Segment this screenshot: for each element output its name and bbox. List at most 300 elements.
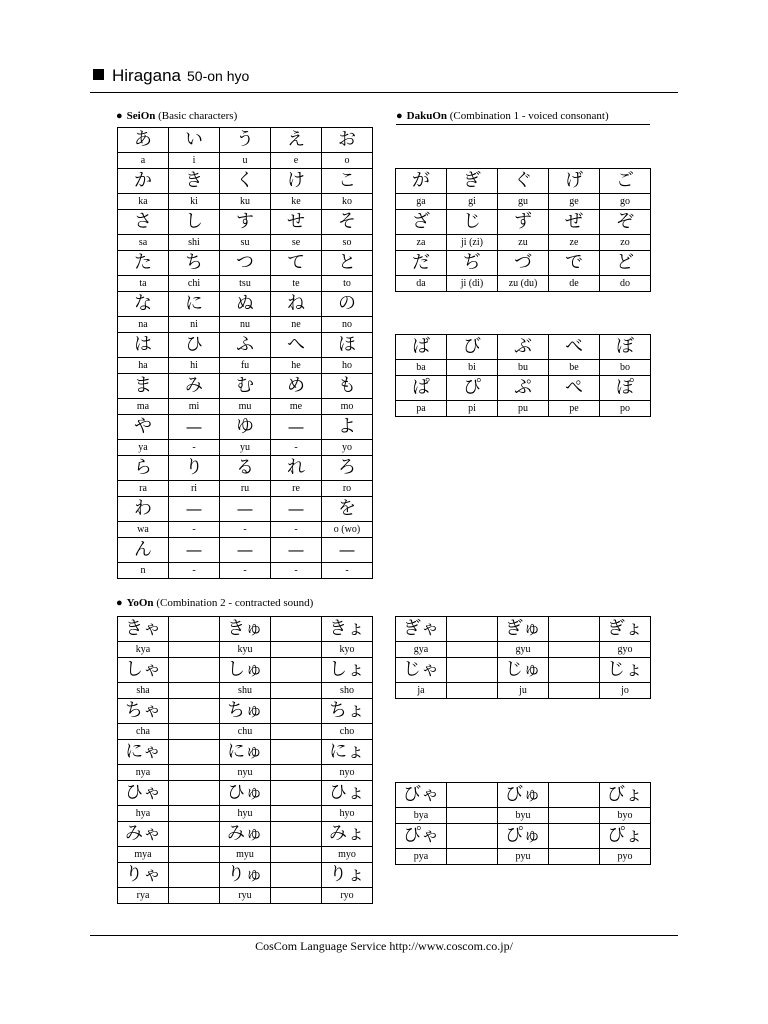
kana-row [118,699,373,724]
kana-row [118,251,373,276]
romaji-cell: gi [447,194,498,210]
romaji-cell: he [271,358,322,374]
romaji-cell: ho [322,358,373,374]
romaji-cell [169,847,220,863]
kana-cell: ね [271,292,322,317]
romaji-cell [169,724,220,740]
kana-cell: ず [498,210,549,235]
kana-cell [447,617,498,642]
kana-cell [549,658,600,683]
kana-cell: ― [220,497,271,522]
kana-cell [271,699,322,724]
kana-cell: しゅ [220,658,271,683]
romaji-row [396,235,651,251]
romaji-cell: - [271,522,322,538]
kana-row [118,374,373,399]
kana-cell: だ [396,251,447,276]
romaji-cell: ya [118,440,169,456]
romaji-cell [549,849,600,865]
kana-cell: ひょ [322,781,373,806]
kana-cell: あ [118,128,169,153]
kana-cell: ぎ [447,169,498,194]
kana-cell: ぼ [600,335,651,360]
kana-cell [549,617,600,642]
romaji-row [396,276,651,292]
romaji-cell [271,765,322,781]
kana-cell: ちゅ [220,699,271,724]
kana-cell: ぎゃ [396,617,447,642]
romaji-cell: nyu [220,765,271,781]
romaji-cell: za [396,235,447,251]
romaji-cell [169,642,220,658]
kana-cell: びょ [600,783,651,808]
kana-row [118,617,373,642]
romaji-cell: su [220,235,271,251]
kana-cell: ― [322,538,373,563]
romaji-cell: - [169,522,220,538]
romaji-cell: zo [600,235,651,251]
kana-cell: れ [271,456,322,481]
kana-cell: ほ [322,333,373,358]
seion-label-bold: SeiOn [126,110,156,122]
kana-row [118,822,373,847]
kana-cell [447,783,498,808]
kana-cell: に [169,292,220,317]
romaji-cell: myu [220,847,271,863]
kana-cell: と [322,251,373,276]
kana-cell: ひゅ [220,781,271,806]
kana-cell [271,658,322,683]
kana-row [118,538,373,563]
romaji-row [118,358,373,374]
kana-cell: よ [322,415,373,440]
romaji-cell: rya [118,888,169,904]
kana-cell: る [220,456,271,481]
dakuon-label-bold: DakuOn [406,110,448,122]
romaji-row [118,481,373,497]
kana-cell: ― [220,538,271,563]
romaji-cell: po [600,401,651,417]
romaji-cell: - [220,522,271,538]
romaji-cell: ri [169,481,220,497]
romaji-cell: a [118,153,169,169]
kana-cell: しゃ [118,658,169,683]
kana-cell: す [220,210,271,235]
kana-cell: え [271,128,322,153]
romaji-row [396,808,651,824]
romaji-row [396,194,651,210]
kana-row [396,335,651,360]
kana-cell: じょ [600,658,651,683]
romaji-cell [271,847,322,863]
romaji-cell: mo [322,399,373,415]
kana-cell: か [118,169,169,194]
romaji-cell: pi [447,401,498,417]
kana-cell [447,658,498,683]
kana-cell: じゃ [396,658,447,683]
romaji-cell: so [322,235,373,251]
circle-bullet-icon: ● [116,597,123,609]
kana-cell: ふ [220,333,271,358]
kana-cell: ぴ [447,376,498,401]
kana-cell: みゅ [220,822,271,847]
kana-cell: づ [498,251,549,276]
romaji-cell: na [118,317,169,333]
kana-cell: き [169,169,220,194]
kana-cell: きょ [322,617,373,642]
romaji-row [118,522,373,538]
romaji-cell: ze [549,235,600,251]
kana-cell: ちょ [322,699,373,724]
kana-cell: しょ [322,658,373,683]
romaji-cell: jo [600,683,651,699]
dakuon-table-1 [395,168,651,292]
kana-row [118,658,373,683]
kana-cell: ぴゅ [498,824,549,849]
romaji-row [396,683,651,699]
page-subtitle: 50-on hyo [187,68,250,84]
romaji-cell: ki [169,194,220,210]
romaji-cell: i [169,153,220,169]
kana-cell: も [322,374,373,399]
yoon-table-right-2 [395,782,651,865]
kana-cell: ― [271,497,322,522]
kana-cell: ぞ [600,210,651,235]
romaji-cell: se [271,235,322,251]
romaji-cell: pyu [498,849,549,865]
yoon-label-desc: (Combination 2 - contracted sound) [156,597,314,609]
kana-cell: さ [118,210,169,235]
romaji-cell: ra [118,481,169,497]
kana-cell: め [271,374,322,399]
romaji-cell: kyu [220,642,271,658]
kana-cell [169,781,220,806]
kana-cell: せ [271,210,322,235]
romaji-row [396,642,651,658]
romaji-cell: nya [118,765,169,781]
kana-cell [271,740,322,765]
romaji-row [118,235,373,251]
kana-cell: じ [447,210,498,235]
romaji-cell: nu [220,317,271,333]
kana-cell: びゅ [498,783,549,808]
romaji-cell: ta [118,276,169,292]
kana-cell: りゃ [118,863,169,888]
romaji-cell [549,642,600,658]
yoon-table-left [117,616,373,904]
romaji-cell: ne [271,317,322,333]
kana-cell: ぴょ [600,824,651,849]
kana-cell: ぎょ [600,617,651,642]
romaji-cell: tsu [220,276,271,292]
kana-cell: み [169,374,220,399]
romaji-cell: no [322,317,373,333]
romaji-cell: - [169,440,220,456]
romaji-cell: ro [322,481,373,497]
romaji-cell: o [322,153,373,169]
romaji-row [118,153,373,169]
romaji-cell: zu (du) [498,276,549,292]
kana-cell: ど [600,251,651,276]
kana-row [118,210,373,235]
kana-cell: みょ [322,822,373,847]
romaji-row [118,317,373,333]
kana-cell: は [118,333,169,358]
romaji-row [396,849,651,865]
kana-cell: ぜ [549,210,600,235]
page-title: Hiragana [112,66,181,85]
kana-cell: ― [271,538,322,563]
kana-row [396,783,651,808]
romaji-cell [169,806,220,822]
romaji-cell: nyo [322,765,373,781]
kana-cell: ひゃ [118,781,169,806]
kana-cell: にゅ [220,740,271,765]
romaji-cell [271,683,322,699]
romaji-cell [271,806,322,822]
romaji-cell: ka [118,194,169,210]
kana-cell: び [447,335,498,360]
dakuon-label [396,110,650,125]
romaji-row [118,399,373,415]
seion-label-desc: (Basic characters) [158,110,238,122]
romaji-cell [447,849,498,865]
romaji-cell: sha [118,683,169,699]
seion-table [117,127,373,579]
romaji-cell: yo [322,440,373,456]
romaji-cell: de [549,276,600,292]
romaji-cell: shu [220,683,271,699]
romaji-cell: cha [118,724,169,740]
kana-cell: ― [169,497,220,522]
kana-row [118,292,373,317]
romaji-cell: byu [498,808,549,824]
kana-cell: ご [600,169,651,194]
romaji-row [118,683,373,699]
romaji-cell: ke [271,194,322,210]
kana-cell: ぐ [498,169,549,194]
romaji-cell [447,642,498,658]
romaji-cell [169,765,220,781]
kana-cell: ゆ [220,415,271,440]
yoon-label-bold: YoOn [126,597,154,609]
kana-row [118,497,373,522]
kana-cell: け [271,169,322,194]
kana-row [396,824,651,849]
kana-cell [271,822,322,847]
romaji-cell: - [271,563,322,579]
kana-cell: な [118,292,169,317]
romaji-cell: ga [396,194,447,210]
romaji-cell: ma [118,399,169,415]
romaji-cell: ryu [220,888,271,904]
romaji-cell: kyo [322,642,373,658]
kana-cell: ひ [169,333,220,358]
kana-cell: ば [396,335,447,360]
romaji-cell: go [600,194,651,210]
kana-cell [271,781,322,806]
kana-cell: じゅ [498,658,549,683]
kana-cell [271,617,322,642]
kana-cell: ち [169,251,220,276]
romaji-cell: ni [169,317,220,333]
circle-bullet-icon: ● [116,110,123,122]
page-header [90,66,678,93]
romaji-row [118,642,373,658]
kana-cell: お [322,128,373,153]
kana-cell: の [322,292,373,317]
kana-cell: を [322,497,373,522]
kana-cell [549,824,600,849]
kana-cell: ら [118,456,169,481]
kana-cell: い [169,128,220,153]
romaji-row [118,847,373,863]
romaji-cell: - [169,563,220,579]
kana-cell: りょ [322,863,373,888]
romaji-cell: re [271,481,322,497]
romaji-cell: hyo [322,806,373,822]
romaji-row [118,765,373,781]
kana-cell: む [220,374,271,399]
romaji-cell: gya [396,642,447,658]
romaji-cell [549,808,600,824]
kana-row [396,658,651,683]
romaji-cell: mi [169,399,220,415]
kana-cell: にゃ [118,740,169,765]
kana-cell [169,740,220,765]
romaji-cell: ku [220,194,271,210]
kana-cell: ― [271,415,322,440]
kana-cell: が [396,169,447,194]
romaji-cell: ba [396,360,447,376]
square-bullet-icon [93,69,104,80]
kana-row [118,781,373,806]
kana-cell: ぽ [600,376,651,401]
romaji-cell: ja [396,683,447,699]
kana-cell: りゅ [220,863,271,888]
kana-cell: わ [118,497,169,522]
kana-cell [549,783,600,808]
romaji-cell: pa [396,401,447,417]
kana-cell: ぺ [549,376,600,401]
romaji-cell: mya [118,847,169,863]
kana-row [396,617,651,642]
romaji-cell: hyu [220,806,271,822]
kana-row [396,210,651,235]
romaji-cell [271,888,322,904]
dakuon-label-desc: (Combination 1 - voiced consonant) [449,110,609,122]
kana-cell [169,658,220,683]
romaji-cell: be [549,360,600,376]
romaji-cell: pya [396,849,447,865]
romaji-cell [271,642,322,658]
kana-row [118,415,373,440]
romaji-cell: mu [220,399,271,415]
romaji-cell: bo [600,360,651,376]
kana-cell [169,699,220,724]
romaji-cell: - [271,440,322,456]
kana-cell: ぱ [396,376,447,401]
romaji-cell: da [396,276,447,292]
kana-row [396,169,651,194]
circle-bullet-icon: ● [396,110,403,122]
kana-cell: や [118,415,169,440]
kana-cell: で [549,251,600,276]
romaji-cell: me [271,399,322,415]
romaji-cell: ryo [322,888,373,904]
romaji-cell [549,683,600,699]
romaji-cell: bi [447,360,498,376]
romaji-cell: sho [322,683,373,699]
romaji-row [396,401,651,417]
romaji-cell: zu [498,235,549,251]
romaji-cell: gyo [600,642,651,658]
romaji-cell: fu [220,358,271,374]
romaji-cell [169,683,220,699]
yoon-label [116,597,313,609]
kana-cell: ― [169,415,220,440]
kana-cell: びゃ [396,783,447,808]
kana-cell [169,863,220,888]
kana-cell [169,617,220,642]
romaji-cell: hya [118,806,169,822]
romaji-row [118,194,373,210]
kana-cell: ん [118,538,169,563]
romaji-row [118,888,373,904]
kana-cell: ぴゃ [396,824,447,849]
kana-row [118,456,373,481]
kana-row [396,376,651,401]
kana-cell: ま [118,374,169,399]
kana-cell: ― [169,538,220,563]
romaji-cell: pyo [600,849,651,865]
romaji-cell [169,888,220,904]
kana-row [118,128,373,153]
romaji-row [118,440,373,456]
kana-cell: ぎゅ [498,617,549,642]
kana-cell: へ [271,333,322,358]
kana-cell: ろ [322,456,373,481]
kana-cell [169,822,220,847]
kana-cell: つ [220,251,271,276]
kana-row [396,251,651,276]
kana-cell: こ [322,169,373,194]
romaji-cell: myo [322,847,373,863]
kana-cell: きゅ [220,617,271,642]
romaji-cell: byo [600,808,651,824]
kana-cell: きゃ [118,617,169,642]
kana-cell: く [220,169,271,194]
kana-cell: た [118,251,169,276]
romaji-cell: kya [118,642,169,658]
romaji-cell: ji (zi) [447,235,498,251]
kana-cell: みゃ [118,822,169,847]
romaji-row [118,806,373,822]
romaji-cell: o (wo) [322,522,373,538]
romaji-cell: bya [396,808,447,824]
romaji-cell: cho [322,724,373,740]
romaji-cell: pe [549,401,600,417]
romaji-cell [447,808,498,824]
romaji-cell: pu [498,401,549,417]
romaji-cell: sa [118,235,169,251]
romaji-cell: ru [220,481,271,497]
yoon-table-right-1 [395,616,651,699]
kana-row [118,169,373,194]
romaji-row [118,724,373,740]
kana-cell: ぢ [447,251,498,276]
kana-cell: て [271,251,322,276]
